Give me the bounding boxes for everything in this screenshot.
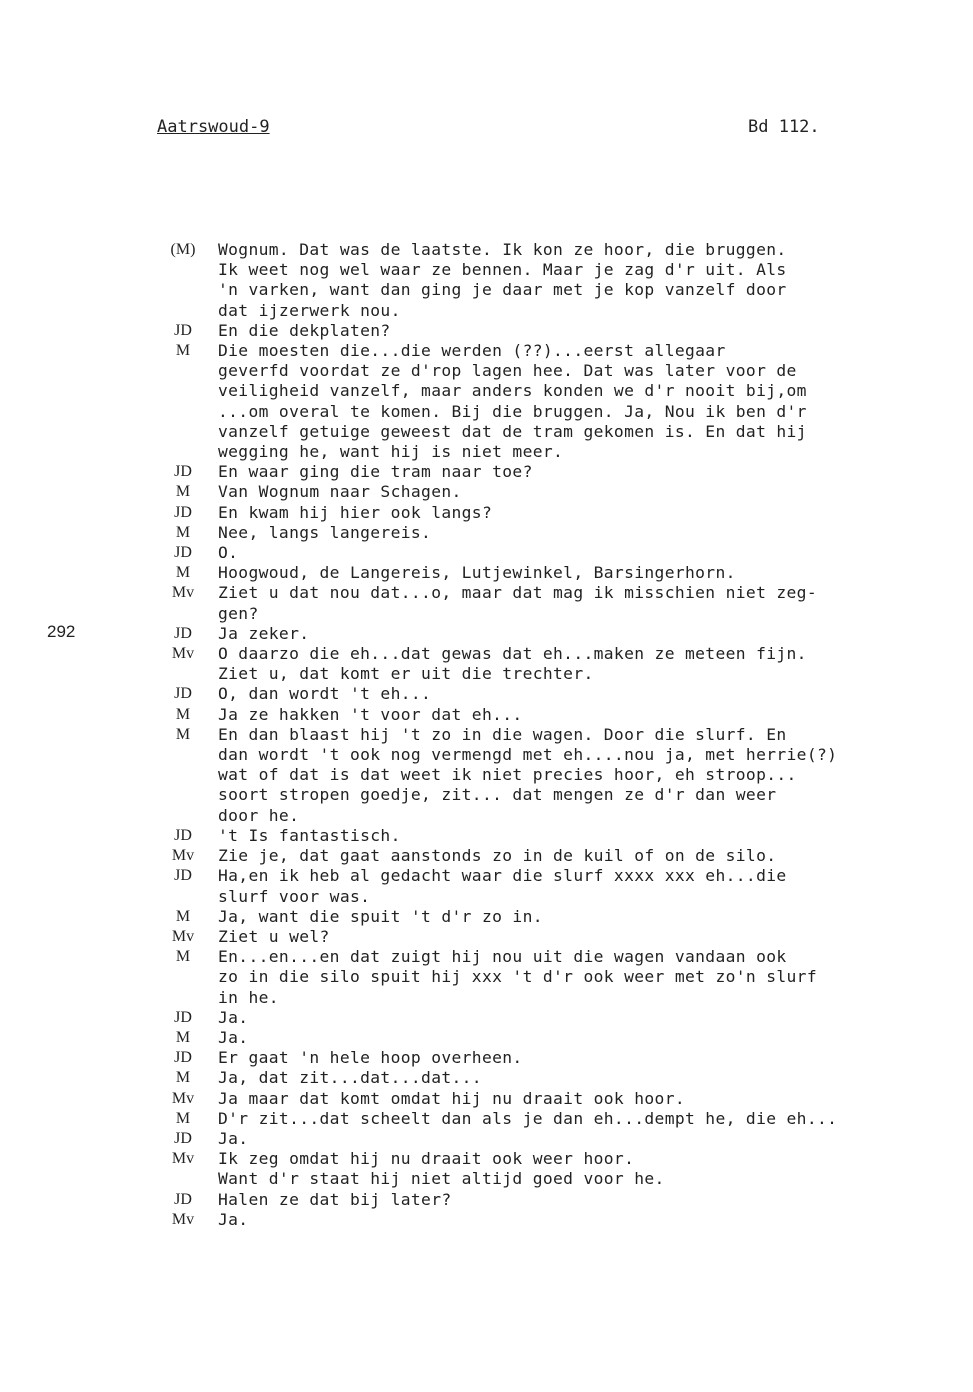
- speaker-label: JD: [174, 321, 192, 339]
- utterance-line: wat of dat is dat weet ik niet precies hoor, eh stroop...: [218, 765, 797, 785]
- utterance-line: wegging he, want hij is niet meer.: [218, 442, 564, 462]
- utterance-line: Ja.: [218, 1209, 249, 1229]
- speaker-label: Mv: [171, 645, 195, 663]
- dialogue-turn: [148, 341, 970, 462]
- utterance-text: [218, 725, 837, 826]
- speaker-label: M: [175, 907, 191, 925]
- speaker-label: M: [175, 1028, 191, 1046]
- speaker-label: M: [175, 1069, 191, 1087]
- utterance-line: Ik zeg omdat hij nu draait ook weer hoor.: [218, 1149, 635, 1169]
- utterance-text: [218, 482, 462, 502]
- dialogue-turn: [148, 583, 970, 623]
- speaker-label: (M): [170, 241, 196, 258]
- dialogue-turn: [148, 482, 970, 502]
- utterance-line: Ik weet nog wel waar ze bennen. Maar je zag d'r uit. Als: [218, 260, 787, 280]
- page-reference: Bd 112.: [748, 117, 820, 137]
- utterance-line: veiligheid vanzelf, maar anders konden we d'r nooit bij,om: [218, 381, 807, 401]
- dialogue-turn: [148, 684, 970, 704]
- utterance-line: Ja, want die spuit 't d'r zo in.: [218, 906, 543, 926]
- dialogue-turn: [148, 503, 970, 523]
- utterance-line: Die moesten die...die werden (??)...eerst allegaar: [218, 341, 726, 361]
- dialogue-turn: [148, 947, 970, 1008]
- utterance-text: [218, 1048, 523, 1068]
- utterance-line: O daarzo die eh...dat gewas dat eh...maken ze meteen fijn.: [218, 644, 807, 664]
- dialogue-turn: [148, 1190, 970, 1210]
- speaker-label: JD: [174, 1190, 192, 1208]
- dialogue-turn: [148, 927, 970, 947]
- utterance-line: door he.: [218, 805, 300, 825]
- dialogue-turn: [148, 826, 970, 846]
- utterance-text: [218, 1210, 248, 1230]
- utterance-text: [218, 846, 776, 866]
- utterance-text: [218, 543, 238, 563]
- dialogue-turn: [148, 846, 970, 866]
- utterance-line: slurf voor was.: [218, 886, 371, 906]
- utterance-line: gen?: [218, 603, 259, 623]
- utterance-text: [218, 866, 787, 906]
- utterance-line: En...en...en dat zuigt hij nou uit die wagen vandaan ook: [218, 947, 787, 967]
- document-title: Aatrswoud-9: [157, 117, 270, 137]
- utterance-line: Nee, langs langereis.: [218, 522, 432, 542]
- utterance-text: [218, 462, 533, 482]
- dialogue-turn: [148, 462, 970, 482]
- utterance-line: En kwam hij hier ook langs?: [218, 502, 493, 522]
- dialogue-turn: [148, 624, 970, 644]
- utterance-line: zo in die silo spuit hij xxx 't d'r ook weer met zo'n slurf: [218, 967, 817, 987]
- dialogue-turn: [148, 321, 970, 341]
- utterance-text: [218, 947, 817, 1008]
- utterance-line: ...om overal te komen. Bij die bruggen. Ja, Nou ik ben d'r: [218, 401, 807, 421]
- dialogue-turn: [148, 866, 970, 906]
- utterance-line: Want d'r staat hij niet altijd goed voor he.: [218, 1169, 665, 1189]
- utterance-line: Halen ze dat bij later?: [218, 1189, 452, 1209]
- utterance-line: 't Is fantastisch.: [218, 825, 401, 845]
- utterance-text: [218, 503, 492, 523]
- utterance-line: Van Wognum naar Schagen.: [218, 482, 462, 502]
- utterance-text: [218, 1008, 248, 1028]
- dialogue-turn: [148, 1089, 970, 1109]
- speaker-label: M: [175, 1109, 191, 1127]
- speaker-label: M: [175, 725, 191, 743]
- utterance-text: [218, 1028, 248, 1048]
- dialogue-turn: [148, 1109, 970, 1129]
- dialogue-turn: [148, 1028, 970, 1048]
- utterance-text: [218, 583, 817, 623]
- speaker-label: Mv: [171, 927, 195, 945]
- dialogue-turn: [148, 705, 970, 725]
- utterance-text: [218, 1109, 837, 1129]
- utterance-line: Ziet u dat nou dat...o, maar dat mag ik misschien niet zeg-: [218, 583, 817, 603]
- speaker-label: M: [175, 483, 191, 501]
- utterance-line: Er gaat 'n hele hoop overheen.: [218, 1048, 523, 1068]
- speaker-label: JD: [174, 1049, 192, 1067]
- utterance-text: [218, 240, 787, 321]
- utterance-text: [218, 1129, 248, 1149]
- dialogue-turn: [148, 1149, 970, 1189]
- utterance-line: dat ijzerwerk nou.: [218, 300, 401, 320]
- utterance-text: [218, 644, 807, 684]
- dialogue-turn: [148, 523, 970, 543]
- utterance-text: [218, 341, 807, 462]
- utterance-line: Ja.: [218, 1007, 249, 1027]
- utterance-line: Ja.: [218, 1027, 249, 1047]
- utterance-text: [218, 1149, 665, 1189]
- dialogue-turn: [148, 1210, 970, 1230]
- utterance-text: [218, 927, 330, 947]
- speaker-label: Mv: [171, 584, 195, 602]
- utterance-line: soort stropen goedje, zit... dat mengen ze d'r dan weer: [218, 785, 777, 805]
- utterance-line: dan wordt 't ook nog vermengd met eh....nou ja, met herrie(?): [218, 745, 838, 765]
- dialogue-turn: [148, 1129, 970, 1149]
- speaker-label: JD: [174, 826, 192, 844]
- utterance-text: [218, 624, 309, 644]
- utterance-line: En dan blaast hij 't zo in die wagen. Door die slurf. En: [218, 724, 787, 744]
- utterance-line: Ja zeker.: [218, 623, 310, 643]
- speaker-label: M: [175, 342, 191, 360]
- dialogue-turn: [148, 1068, 970, 1088]
- utterance-text: [218, 563, 736, 583]
- utterance-line: Ziet u wel?: [218, 926, 330, 946]
- utterance-line: Hoogwoud, de Langereis, Lutjewinkel, Barsingerhorn.: [218, 563, 736, 583]
- utterance-line: geverfd voordat ze d'rop lagen hee. Dat was later voor de: [218, 361, 797, 381]
- utterance-text: [218, 1089, 685, 1109]
- speaker-label: JD: [174, 463, 192, 481]
- speaker-label: JD: [174, 1129, 192, 1147]
- dialogue-turn: [148, 644, 970, 684]
- utterance-line: Ja maar dat komt omdat hij nu draait ook hoor.: [218, 1088, 685, 1108]
- speaker-label: JD: [174, 685, 192, 703]
- transcript-dialogue: [148, 240, 970, 1230]
- utterance-line: in he.: [218, 987, 279, 1007]
- utterance-line: Zie je, dat gaat aanstonds zo in de kuil of on de silo.: [218, 846, 777, 866]
- speaker-label: JD: [174, 544, 192, 562]
- utterance-line: Ja ze hakken 't voor dat eh...: [218, 704, 523, 724]
- utterance-line: D'r zit...dat scheelt dan als je dan eh...dempt he, die eh...: [218, 1108, 838, 1128]
- utterance-text: [218, 684, 431, 704]
- utterance-line: 'n varken, want dan ging je daar met je kop vanzelf door: [218, 280, 787, 300]
- speaker-label: Mv: [171, 1089, 195, 1107]
- speaker-label: JD: [174, 624, 192, 642]
- utterance-line: O, dan wordt 't eh...: [218, 684, 432, 704]
- utterance-line: En waar ging die tram naar toe?: [218, 462, 533, 482]
- dialogue-turn: [148, 1048, 970, 1068]
- speaker-label: JD: [174, 867, 192, 885]
- dialogue-turn: [148, 563, 970, 583]
- utterance-line: Wognum. Dat was de laatste. Ik kon ze hoor, die bruggen.: [218, 240, 787, 259]
- utterance-line: Ja, dat zit...dat...dat...: [218, 1068, 482, 1088]
- utterance-line: O.: [218, 543, 239, 563]
- speaker-label: M: [175, 523, 191, 541]
- dialogue-turn: [148, 1008, 970, 1028]
- speaker-label: M: [175, 705, 191, 723]
- utterance-text: [218, 705, 523, 725]
- dialogue-turn: [148, 907, 970, 927]
- dialogue-turn: [148, 543, 970, 563]
- utterance-line: vanzelf getuige geweest dat de tram gekomen is. En dat hij: [218, 421, 807, 441]
- utterance-text: [218, 826, 401, 846]
- utterance-line: Ha,en ik heb al gedacht waar die slurf xxxx xxx eh...die: [218, 866, 787, 886]
- speaker-label: M: [175, 564, 191, 582]
- utterance-text: [218, 907, 543, 927]
- utterance-text: [218, 1068, 482, 1088]
- speaker-label: JD: [174, 1008, 192, 1026]
- speaker-label: Mv: [171, 847, 195, 865]
- dialogue-turn: [148, 725, 970, 826]
- speaker-label: M: [175, 948, 191, 966]
- utterance-text: [218, 1190, 452, 1210]
- utterance-text: [218, 321, 391, 341]
- utterance-text: [218, 523, 431, 543]
- speaker-label: JD: [174, 503, 192, 521]
- utterance-line: En die dekplaten?: [218, 320, 391, 340]
- speaker-label: Mv: [171, 1210, 195, 1228]
- speaker-label: Mv: [171, 1150, 195, 1168]
- utterance-line: Ziet u, dat komt er uit die trechter.: [218, 664, 594, 684]
- margin-page-number: 292: [47, 622, 76, 641]
- dialogue-turn: [148, 240, 970, 321]
- utterance-line: Ja.: [218, 1128, 249, 1148]
